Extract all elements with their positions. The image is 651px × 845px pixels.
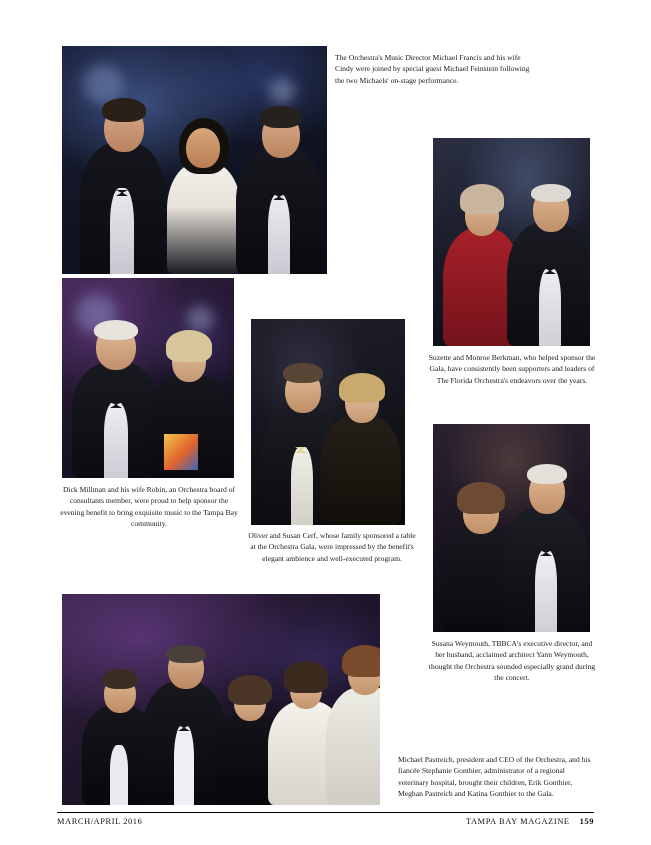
caption-pastreich-family: Michael Pastreich, president and CEO of the Orchestra, and his fiancée Stephanie Gonthier, administrator of a regional veterinary hospital, brought their children, Erik Gonthier, Meghan Pastreich and Katina Gonthier to the Gala. (398, 755, 591, 799)
footer-issue-date: MARCH/APRIL 2016 (57, 817, 143, 826)
person-figure (74, 78, 170, 274)
footer-publication-name: TAMPA BAY MAGAZINE (465, 817, 570, 826)
footer-divider (57, 812, 594, 813)
caption-millman: Dick Millman and his wife Robin, an Orchestra board of consultants member, were proud to help sponsor the evening benefit to bring exquisite music to the Tampa Bay community. (60, 485, 238, 529)
photo-francis-feinstein (62, 46, 327, 274)
footer-publication (466, 817, 594, 826)
caption-weymouth: Susana Weymouth, TBBCA's executive director, and her husband, acclaimed architect Yann Weymouth, thought the Orchestra sounded especially grand during the concert. (428, 639, 596, 683)
photo-pastreich-family (62, 594, 380, 805)
footer-page-number: 159 (579, 817, 594, 826)
photo-berkman (433, 138, 590, 346)
photo-weymouth (433, 424, 590, 632)
caption-francis-feinstein: The Orchestra's Music Director Michael Francis and his wife Cindy were joined by special guest Michael Feinstein following the two Michaels' on-stage performance. (335, 53, 530, 85)
photo-cerf (251, 319, 405, 525)
person-figure (501, 448, 590, 632)
person-figure (146, 320, 234, 478)
person-figure (324, 629, 380, 805)
person-figure (505, 166, 590, 346)
caption-cerf: Oliver and Susan Cerf, whose family sponsored a table at the Orchestra Gala, were impressed by the benefit's elegant ambience and well-executed program. (248, 531, 416, 563)
person-figure (230, 84, 327, 274)
photo-millman (62, 278, 234, 478)
person-figure (319, 359, 405, 525)
caption-berkman: Suzette and Monroe Berkman, who helped sponsor the Gala, have consistently been supporters and leaders of The Florida Orchestra's endeavors over the years. (428, 353, 596, 385)
